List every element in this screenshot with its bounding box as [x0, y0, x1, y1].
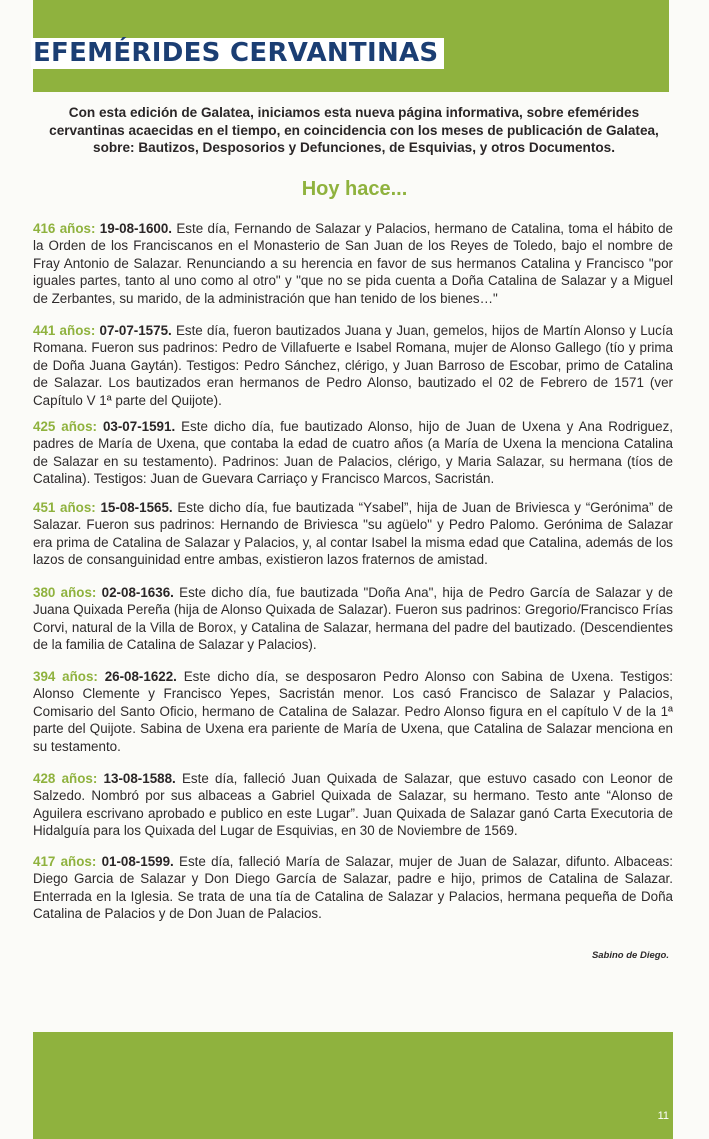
- entry-date: 13-08-1588.: [103, 771, 176, 786]
- page-title: EFEMÉRIDES CERVANTINAS: [31, 38, 444, 69]
- entry-text: Este dicho día, fue bautizada “Ysabel”, hija de Juan de Briviesca y “Gerónima” de Salazar. Fueron sus padrinos: Hernando de Briviesca "su agüelo" y Pedro Palomo. Gerónima de Salazar era prima de Catalina de Salazar y Palacios, y, al contar Isabel la misma edad que Catalina, además de los lazos de consanguinidad entre ambas, existieron lazos fraternos de amistad.: [33, 500, 673, 568]
- entry-6: [33, 770, 673, 840]
- entry-3: [33, 499, 673, 569]
- entry-date: 19-08-1600.: [99, 221, 173, 236]
- entry-text: Este día, fueron bautizados Juana y Juan, gemelos, hijos de Martín Alonso y Lucía Romana. Fueron sus padrinos: Pedro de Villafuerte e Isabel Romana, mujer de Alonso Gallego (tío y prima de Doña Juana Gaytán). Testigos: Pedro Sánchez, clérigo, y Juan Barroso de Escobar, primo de Catalina de Salazar. Los bautizados eran hermanos de Pedro Alonso, bautizado el 02 de Febrero de 1571 (ver Capítulo V 1ª parte del Quijote).: [33, 323, 673, 408]
- entry-date: 26-08-1622.: [104, 669, 177, 684]
- entry-years: 394 años:: [33, 669, 98, 684]
- entry-years: 380 años:: [33, 585, 97, 600]
- entry-1: [33, 322, 673, 409]
- entry-5: [33, 668, 673, 755]
- entry-date: 02-08-1636.: [101, 585, 174, 600]
- entry-years: 441 años:: [33, 323, 96, 338]
- entry-years: 428 años:: [33, 771, 98, 786]
- entry-2: [33, 418, 673, 488]
- entry-date: 07-07-1575.: [99, 323, 172, 338]
- entry-years: 451 años:: [33, 500, 96, 515]
- section-subtitle: Hoy hace...: [301, 178, 408, 200]
- entry-0: [33, 220, 673, 307]
- entry-text: Este dicho día, fue bautizada "Doña Ana", hija de Pedro García de Salazar y de Juana Quixada Pereña (hija de Alonso Quixada de Salazar). Fueron sus padrinos: Gregorio/Francisco Frías Corvi, natural de la Villa de Borox, y Catalina de Salazar, hermana del padre del bautizado. (Descendientes de la familia de Catalina de Salazar y Palacios).: [33, 585, 673, 653]
- entry-text: Este día, falleció Juan Quixada de Salazar, que estuvo casado con Leonor de Salzedo. Nombró por sus albaceas a Gabriel Quixada de Salazar, su hermano. Testo ante “Alonso de Aguilera escrivano aprobado e publico en este Lugar”. Juan Quixada de Salazar ganó Carta Executoria de Hidalguía para los Quixada del Lugar de Esquivias, en 30 de Noviembre de 1569.: [33, 771, 673, 839]
- page-number: 11: [657, 1110, 669, 1122]
- entry-text: Este día, falleció María de Salazar, mujer de Juan de Salazar, difunto. Albaceas: Diego Garcia de Salazar y Don Diego García de Salazar, padre e hijo, primos de Catalina de Salazar. Enterrada en la Iglesia. Se trata de una tía de Catalina de Salazar y Palacios, hermana pequeña de Doña Catalina de Palacios y de Don Juan de Palacios.: [33, 854, 673, 922]
- footer-band: [33, 1032, 673, 1139]
- entry-date: 01-08-1599.: [101, 854, 174, 869]
- author-signature: Sabino de Diego.: [591, 950, 669, 961]
- entry-text: Este dicho día, se desposaron Pedro Alonso con Sabina de Uxena. Testigos: Alonso Clemente y Francisco Yepes, Sacristán menor. Los casó Francisco de Salazar y Palacios, Comisario del Santo Oficio, hermano de Catalina de Salazar. Pedro Alonso figura en el capítulo V de la 1ª parte del Quijote. Sabina de Uxena era pariente de María de Uxena, que Catalina de Salazar menciona en su testamento.: [33, 669, 673, 754]
- entry-text: Este dicho día, fue bautizado Alonso, hijo de Juan de Uxena y Ana Rodriguez, padres de María de Uxena, que contaba la edad de cuatro años (a María de Uxena la menciona Catalina de Salazar en su testamento). Padrinos: Juan de Palacios, clérigo, y Maria Salazar, su hermana (tíos de Catalina). Testigos: Juan de Guevara Carriaço y Francisco Marcos, Sacristán.: [33, 419, 673, 487]
- entry-text: Este día, Fernando de Salazar y Palacios, hermano de Catalina, toma el hábito de la Orden de los Franciscanos en el Monasterio de San Juan de los Reyes de Toledo, bajo el nombre de Fray Antonio de Salazar. Renunciando a su herencia en favor de sus hermanos Catalina y Francisco "por iguales partes, tanto al uno como al otro" y "que no se pida cuenta a Doña Catalina de Salazar y a Miguel de Zerbantes, su marido, de la administración que han tenido de los bienes…": [33, 221, 673, 306]
- entry-date: 03-07-1591.: [102, 419, 176, 434]
- entry-4: [33, 584, 673, 654]
- entry-7: [33, 853, 673, 923]
- entry-years: 416 años:: [33, 221, 96, 236]
- entry-date: 15-08-1565.: [100, 500, 173, 515]
- entry-years: 417 años:: [33, 854, 97, 869]
- intro-paragraph: Con esta edición de Galatea, iniciamos esta nueva página informativa, sobre efemérides cervantinas acaecidas en el tiempo, en coincidencia con los meses de publicación de Galatea, sobre: Bautizos, Desposorios y Defunciones, de Esquivias, y otros Documentos.: [49, 105, 659, 156]
- entry-years: 425 años:: [33, 419, 97, 434]
